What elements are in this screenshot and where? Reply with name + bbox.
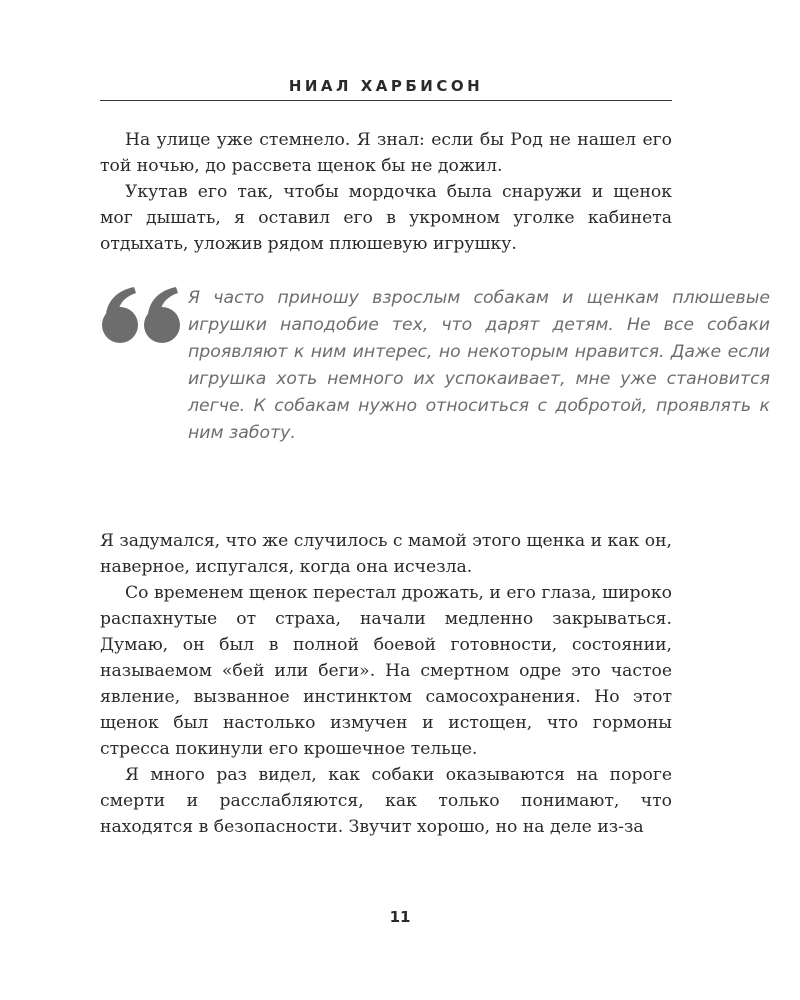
pull-quote (100, 285, 770, 505)
quote-mark-icon (100, 285, 184, 345)
text-block-bottom (100, 528, 672, 840)
paragraph: Я много раз видел, как собаки оказываются на пороге смерти и расслабляются, как только понимают, что находятся в безопасности. Звучит хорошо, но на деле из-за (100, 765, 672, 837)
page-number: 11 (389, 908, 411, 926)
paragraph: На улице уже стемнело. Я знал: если бы Род не нашел его той ночью, до рассвета щенок бы не дожил. (100, 130, 672, 176)
text-block-top (100, 127, 672, 257)
paragraph: Укутав его так, чтобы мордочка была снаружи и щенок мог дышать, я оставил его в укромном уголке кабинета отдыхать, уложив рядом плюшевую игрушку. (100, 182, 672, 254)
author-name: НИАЛ ХАРБИСОН (288, 77, 484, 95)
quote-text: Я часто приношу взрослым собакам и щенкам плюшевые игрушки наподобие тех, что дарят детям. Не все собаки проявляют к ним интерес, но некоторым нравится. Даже если игрушка хоть немного их успокаивает, мне уже становится легче. К собакам нужно относиться с добротой, проявлять к ним заботу. (188, 288, 770, 443)
paragraph: Со временем щенок перестал дрожать, и его глаза, широко распахнутые от страха, начали медленно закрываться. Думаю, он был в полной боевой готовности, состоянии, называемом «бей или беги». На смертном одре это частое явление, вызванное инстинктом самосохранения. Но этот щенок был настолько измучен и истощен, что гормоны стресса покинули его крошечное тельце. (100, 583, 672, 759)
running-header (100, 72, 672, 101)
paragraph: Я задумался, что же случилось с мамой этого щенка и как он, наверное, испугался, когда она исчезла. (100, 531, 672, 577)
